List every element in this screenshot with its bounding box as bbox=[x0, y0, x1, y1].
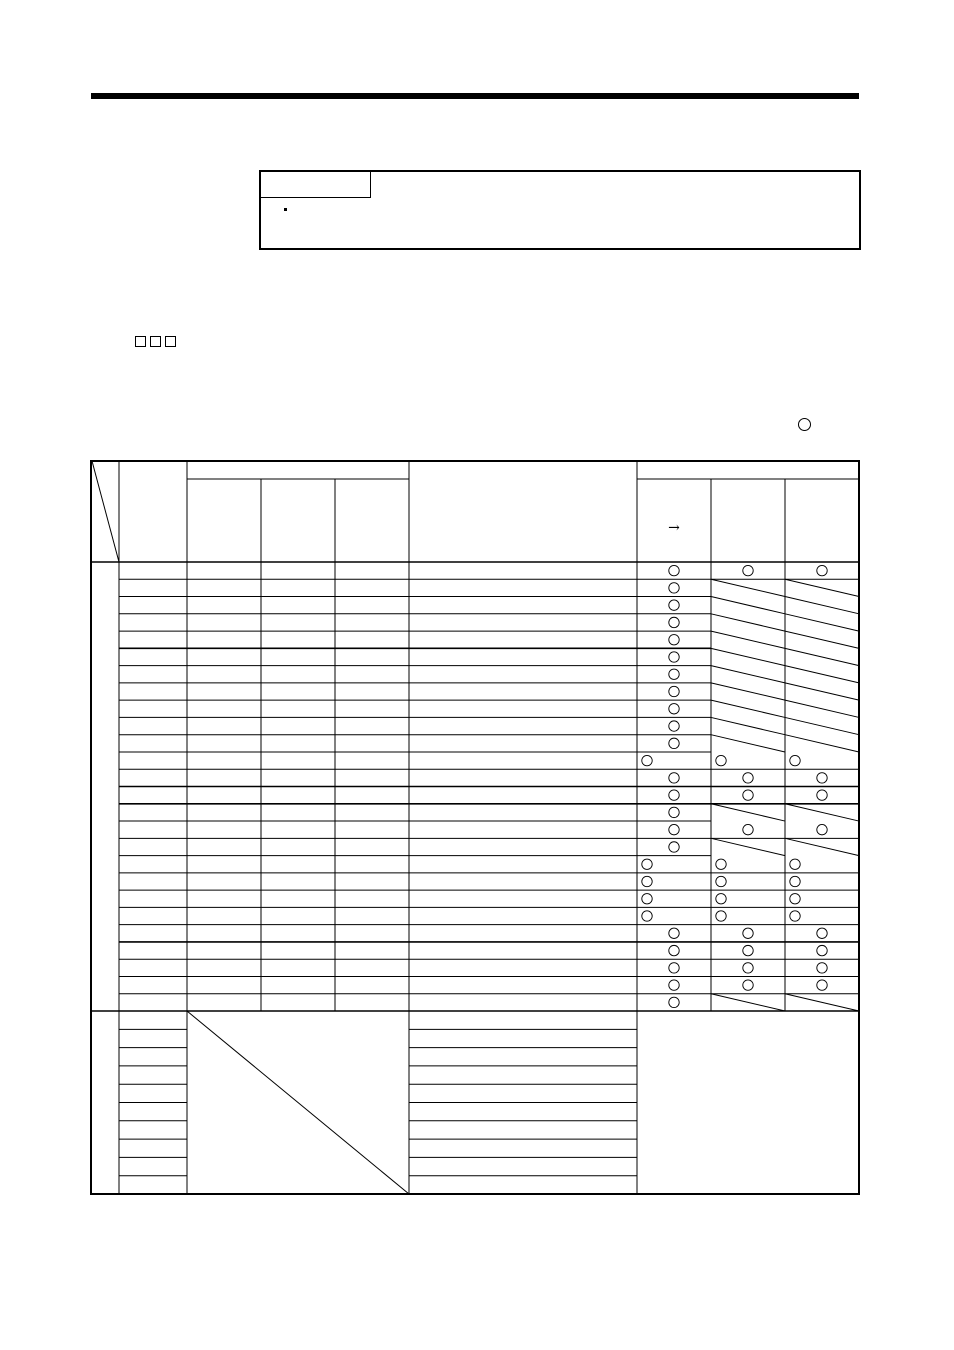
not-applicable-slash bbox=[785, 838, 859, 855]
not-applicable-slash bbox=[785, 614, 859, 631]
applicable-circle-icon bbox=[669, 773, 679, 783]
not-applicable-slash bbox=[785, 579, 859, 596]
applicable-circle-icon bbox=[669, 790, 679, 800]
applicable-circle-icon bbox=[669, 928, 679, 938]
applicable-circle-icon bbox=[790, 859, 800, 869]
applicable-circle-icon bbox=[716, 911, 726, 921]
applicable-circle-icon bbox=[669, 669, 679, 679]
applicable-circle-icon bbox=[743, 963, 753, 973]
applicable-circle-icon bbox=[669, 980, 679, 990]
not-applicable-slash bbox=[785, 597, 859, 614]
applicable-circle-icon bbox=[790, 755, 800, 765]
applicable-circle-icon bbox=[716, 894, 726, 904]
applicable-circle-icon bbox=[669, 807, 679, 817]
applicable-circle-icon bbox=[790, 911, 800, 921]
not-applicable-slash bbox=[711, 717, 785, 734]
not-applicable-slash bbox=[785, 648, 859, 665]
applicable-circle-icon bbox=[642, 859, 652, 869]
applicable-circle-icon bbox=[669, 617, 679, 627]
not-applicable-slash bbox=[711, 804, 785, 821]
applicable-circle-icon bbox=[669, 945, 679, 955]
applicable-circle-icon bbox=[817, 565, 827, 575]
applicable-circle-icon bbox=[817, 790, 827, 800]
applicable-circle-icon bbox=[817, 824, 827, 834]
applicable-circle-icon bbox=[743, 565, 753, 575]
not-applicable-slash bbox=[785, 994, 859, 1011]
not-applicable-slash bbox=[711, 648, 785, 665]
applicable-circle-icon bbox=[669, 686, 679, 696]
applicable-circle-icon bbox=[669, 583, 679, 593]
applicable-circle-icon bbox=[669, 738, 679, 748]
applicable-circle-icon bbox=[669, 635, 679, 645]
applicable-circle-icon bbox=[743, 824, 753, 834]
not-applicable-slash bbox=[785, 666, 859, 683]
not-applicable-slash bbox=[785, 700, 859, 717]
not-applicable-slash bbox=[785, 683, 859, 700]
applicable-circle-icon bbox=[817, 773, 827, 783]
applicable-circle-icon bbox=[743, 928, 753, 938]
applicable-circle-icon bbox=[743, 790, 753, 800]
not-applicable-slash bbox=[785, 735, 859, 752]
not-applicable-slash bbox=[711, 838, 785, 855]
applicable-circle-icon bbox=[642, 755, 652, 765]
applicable-circle-icon bbox=[716, 755, 726, 765]
not-applicable-slash bbox=[785, 717, 859, 734]
applicable-circle-icon bbox=[669, 842, 679, 852]
applicable-circle-icon bbox=[716, 876, 726, 886]
not-applicable-slash bbox=[711, 614, 785, 631]
not-applicable-slash bbox=[711, 666, 785, 683]
not-applicable-slash bbox=[711, 579, 785, 596]
not-applicable-slash bbox=[711, 994, 785, 1011]
applicable-circle-icon bbox=[669, 721, 679, 731]
applicable-circle-icon bbox=[642, 894, 652, 904]
applicable-circle-icon bbox=[669, 963, 679, 973]
applicable-circle-icon bbox=[669, 652, 679, 662]
applicable-circle-icon bbox=[669, 704, 679, 714]
applicable-circle-icon bbox=[817, 963, 827, 973]
header-arrow-icon: → bbox=[668, 520, 680, 536]
not-applicable-slash bbox=[785, 804, 859, 821]
applicable-circle-icon bbox=[642, 876, 652, 886]
applicable-circle-icon bbox=[743, 980, 753, 990]
not-applicable-slash bbox=[711, 683, 785, 700]
applicable-circle-icon bbox=[817, 928, 827, 938]
applicable-circle-icon bbox=[817, 945, 827, 955]
applicable-circle-icon bbox=[716, 859, 726, 869]
header-corner-diagonal bbox=[92, 461, 119, 562]
not-applicable-slash bbox=[785, 631, 859, 648]
not-applicable-slash bbox=[711, 597, 785, 614]
applicable-circle-icon bbox=[669, 600, 679, 610]
applicable-circle-icon bbox=[743, 945, 753, 955]
applicable-circle-icon bbox=[669, 565, 679, 575]
applicable-circle-icon bbox=[642, 911, 652, 921]
applicable-circle-icon bbox=[669, 824, 679, 834]
not-applicable-slash bbox=[711, 700, 785, 717]
applicable-circle-icon bbox=[817, 980, 827, 990]
applicable-circle-icon bbox=[669, 997, 679, 1007]
applicable-circle-icon bbox=[790, 894, 800, 904]
not-applicable-slash bbox=[711, 631, 785, 648]
lower-block-diagonal bbox=[187, 1011, 409, 1194]
applicable-circle-icon bbox=[743, 773, 753, 783]
not-applicable-slash bbox=[711, 735, 785, 752]
applicable-circle-icon bbox=[790, 876, 800, 886]
